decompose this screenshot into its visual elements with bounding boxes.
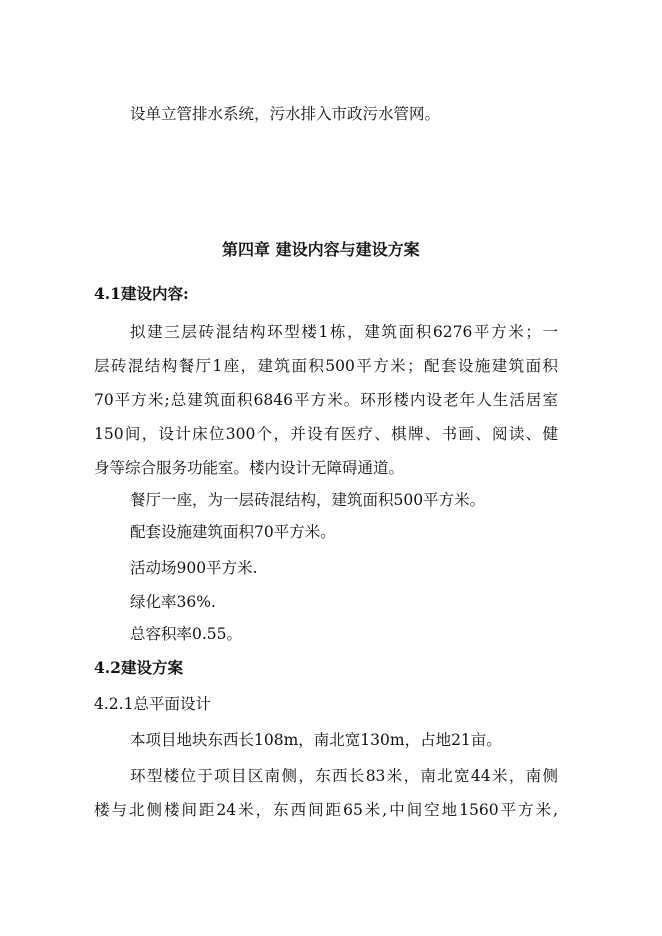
list-item: 总容积率0.55。 <box>130 625 243 643</box>
paragraph-line: 150间，设计床位300个，并设有医疗、棋牌、书画、阅读、健 <box>94 425 558 443</box>
paragraph-line: 70平方米;总建筑面积6846平方米。环形楼内设老年人生活居室 <box>94 391 558 409</box>
list-item: 活动场900平方米. <box>130 559 258 577</box>
list-item: 绿化率36%. <box>130 593 216 611</box>
body-text-line: 环型楼位于项目区南侧，东西长83米，南北宽44米，南侧 <box>130 767 558 785</box>
subsection-heading-4-2-1: 4.2.1总平面设计 <box>94 695 211 713</box>
list-item: 餐厅一座，为一层砖混结构，建筑面积500平方米。 <box>130 491 486 509</box>
chapter-title: 第四章 建设内容与建设方案 <box>222 240 420 259</box>
paragraph-line: 身等综合服务功能室。楼内设计无障碍通道。 <box>94 459 405 477</box>
list-item: 配套设施建筑面积70平方米。 <box>130 523 336 541</box>
section-heading-4-2: 4.2建设方案 <box>94 658 183 677</box>
paragraph-line: 拟建三层砖混结构环型楼1栋，建筑面积6276平方米；一 <box>130 323 558 341</box>
body-text-line: 设单立管排水系统，污水排入市政污水管网。 <box>130 105 441 123</box>
section-heading-4-1: 4.1建设内容: <box>94 284 189 303</box>
paragraph-line: 层砖混结构餐厅1座，建筑面积500平方米；配套设施建筑面积 <box>94 357 558 375</box>
body-text-line: 楼与北侧楼间距24米，东西间距65米,中间空地1560平方米, <box>94 801 558 819</box>
body-text-line: 本项目地块东西长108m，南北宽130m，占地21亩。 <box>130 731 502 749</box>
